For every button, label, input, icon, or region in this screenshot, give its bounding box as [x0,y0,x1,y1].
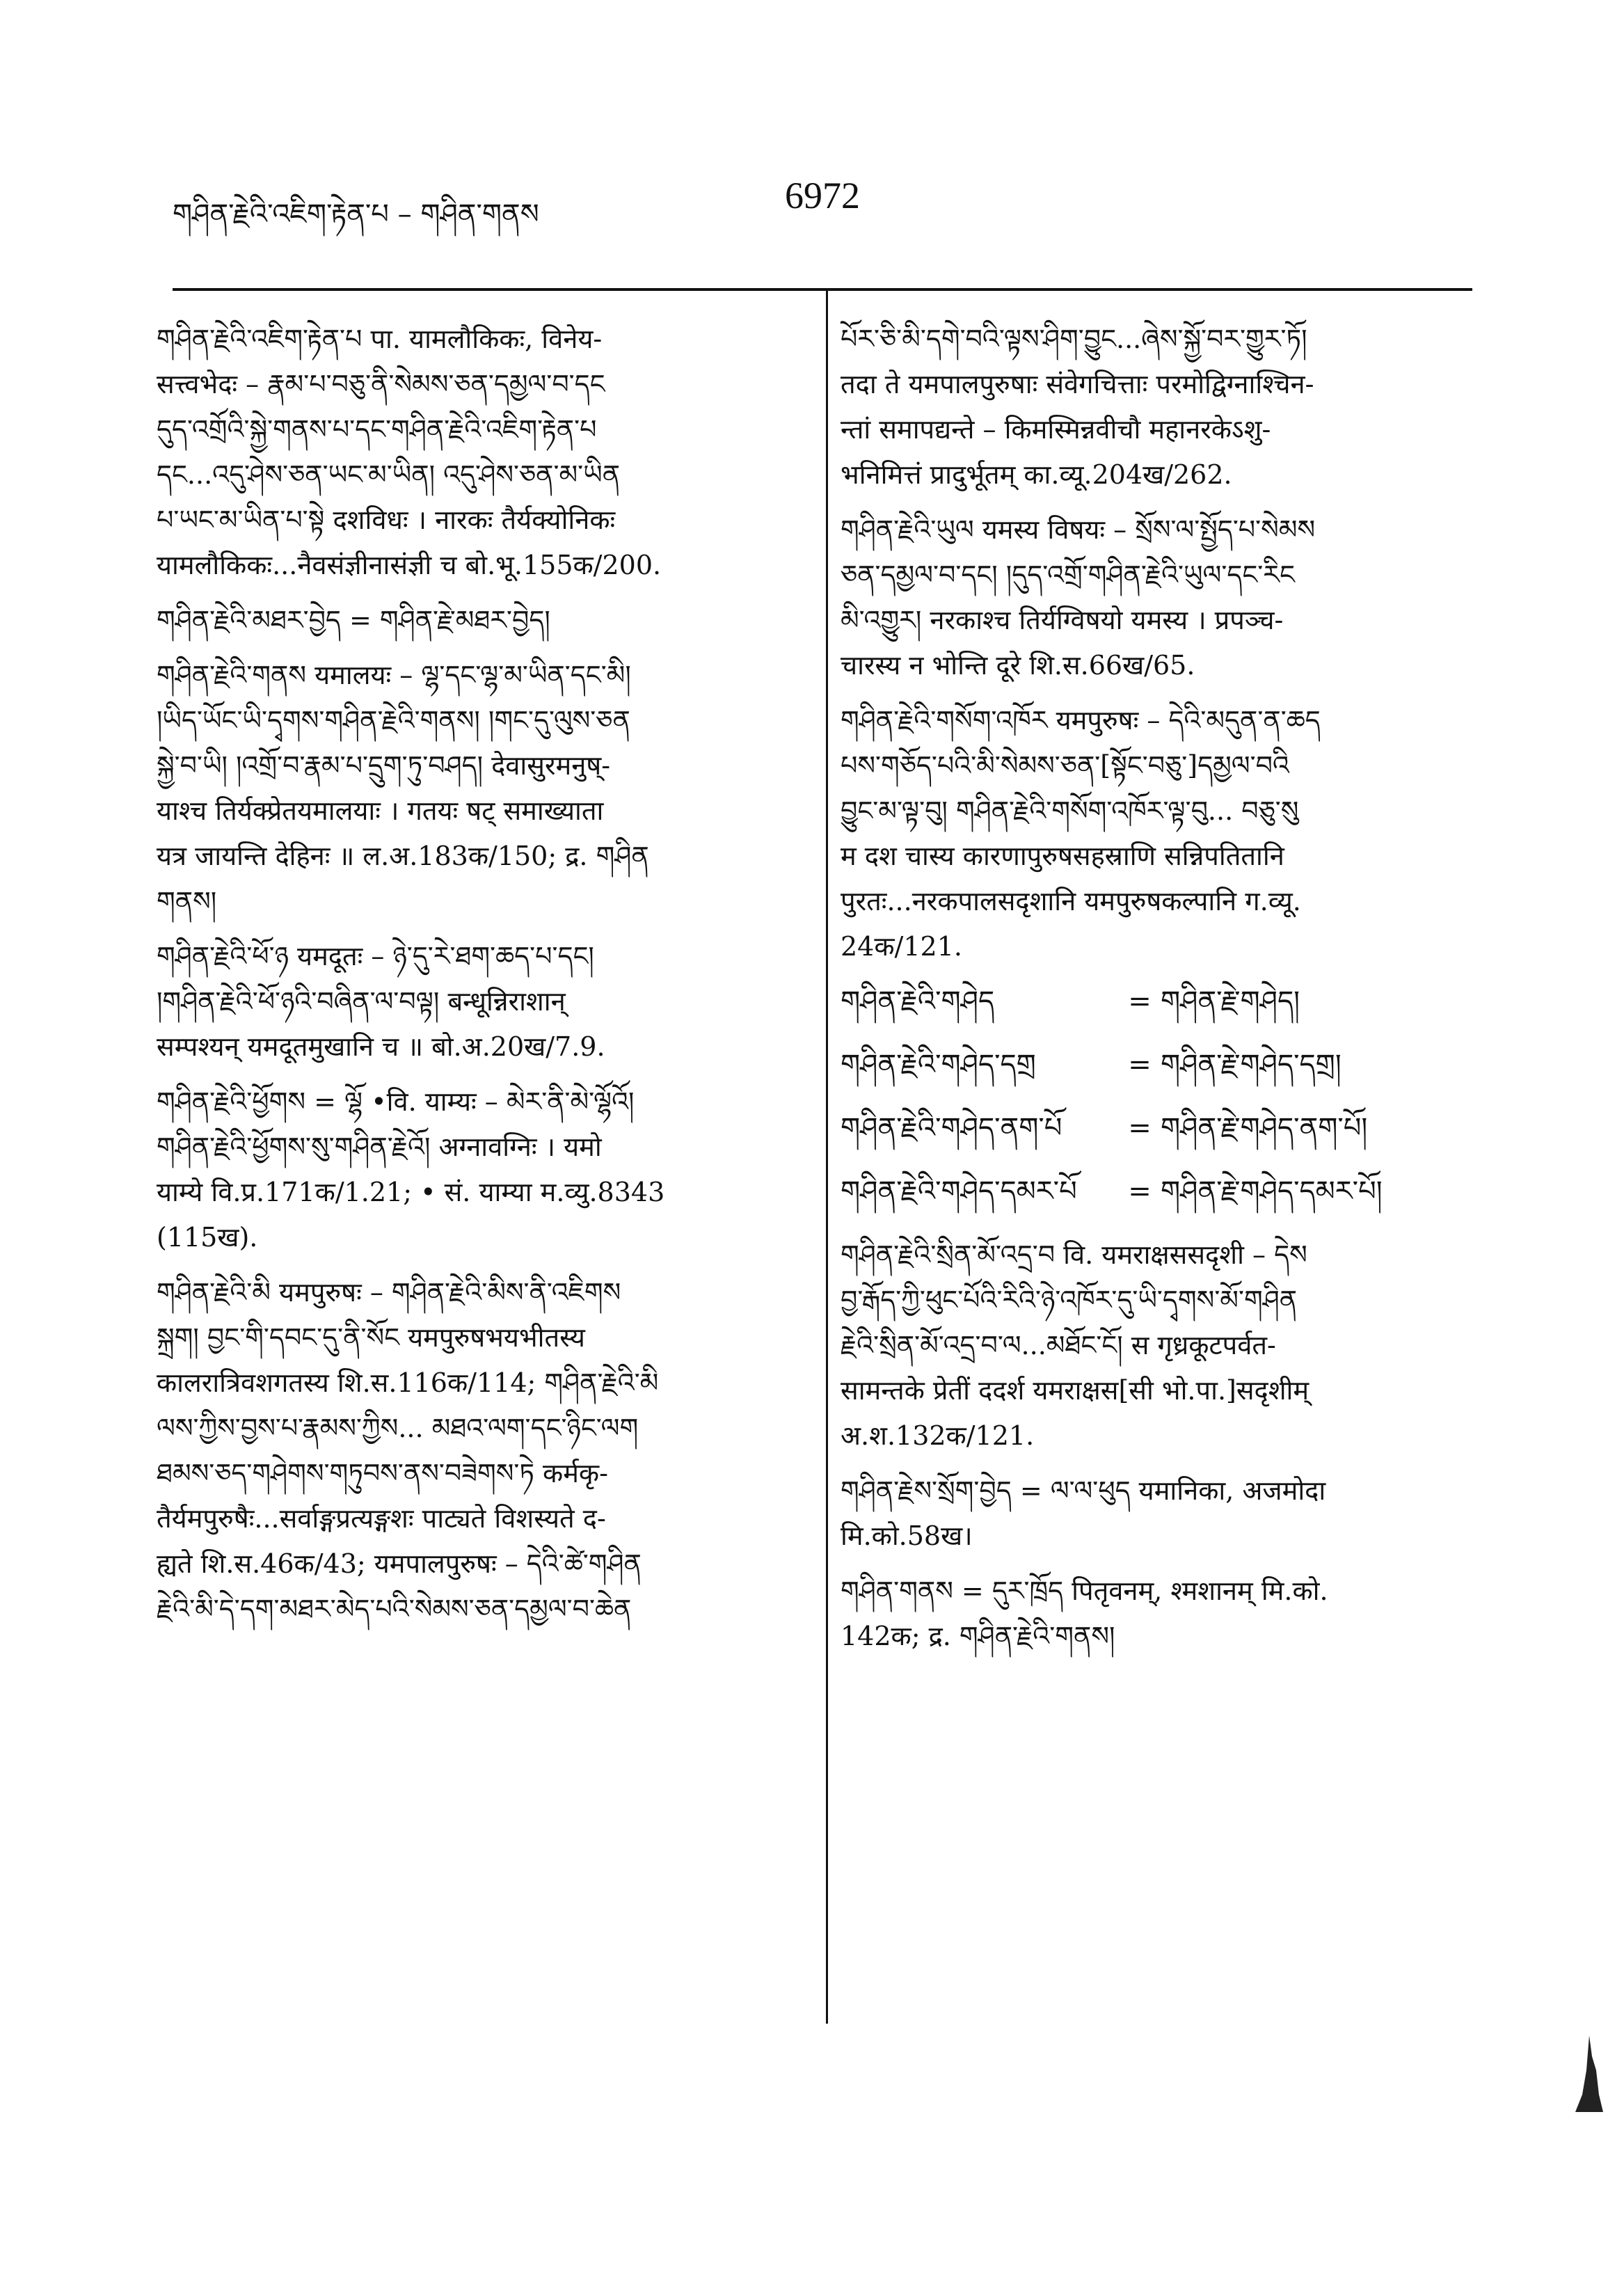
xref-lhs: གཤིན་རྗེའི་གཤེད་དམར་པོ [841,1175,1077,1207]
dictionary-entry [841,698,1470,969]
entry-line: सामन्तके प्रेतीं ददर्श यमराक्षस[सी भो.पा.]सदृशीम् [841,1375,1309,1406]
entry-line: याश्च तिर्यक्प्रेतयमालयाः । गतयः षट् समाख्याता [157,795,604,826]
dictionary-entry [157,1079,811,1260]
xref-lhs: གཤིན་རྗེའི་གཤེད་ནག་པོ [841,1112,1062,1144]
xref-eq: = [1128,1049,1152,1081]
entry-line: सम्पश्यन् यमदूतमुखानि च ॥ बो.अ.20ख/7.9. [157,1031,605,1062]
entry-line: གཤིན་རྗེའི་ཕྱོགས་སུ་གཤིན་རྗེའོ། अग्नावग्निः । यमो [157,1132,602,1162]
xref-lhs: གཤིན་རྗེའི་གཤེད་དགྲ [841,1049,1036,1081]
entry-line: གཤིན་རྗེའི་གནས यमालयः – ལྷ་དང་ལྷ་མ་ཡིན་དང་མི། [157,660,631,690]
entry-line: ཅན་དམྱལ་བ་དང། །དུད་འགྲོ་གཤིན་རྗེའི་ཡུལ་དང་རིང [841,559,1295,590]
entry-line: རྗེའི་མི་དེ་དག་མཐར་མེད་པའི་སེམས་ཅན་དམྱལ་བ་ཆེན [157,1594,632,1624]
entry-line: भनिमित्तं प्रादुर्भूतम् का.व्यू.204ख/262. [841,459,1232,490]
entry-line: མི་འགྱུར། नरकाश्च तिर्यग्विषयो यमस्य । प्रपञ्च- [841,605,1284,635]
entry-line: སྐྲག། བྱང་གི་དབང་དུ་ནི་སོང यमपुरुषभयभीतस्य [157,1322,585,1353]
entry-line: याम्ये वि.प्र.171क/1.21; • सं. याम्या म.व्यु.8343 [157,1177,665,1207]
dictionary-entry [157,1270,811,1632]
dictionary-entry [157,653,811,924]
dictionary-entry [841,1468,1470,1559]
cross-reference-entry [841,979,1470,1024]
entry-line: ལས་ཀྱིས་བྱས་པ་རྣམས་ཀྱིས... མཐའ་ལག་དང་ཉིང་ལག [157,1413,639,1443]
entry-line: सत्त्वभेदः – རྣམ་པ་བཅུ་ནི་སེམས་ཅན་དམྱལ་བ་དང [157,369,605,399]
entry-line: चारस्य न भोन्ति दूरे शि.स.66ख/65. [841,650,1195,681]
entry-line: སྐྱེ་བ་ཡི། །འགྲོ་བ་རྣམ་པ་དྲུག་ཏུ་བཤད། देवासुरमनुष्- [157,750,611,781]
page-number: 6972 [785,175,860,216]
dictionary-entry [841,317,1470,498]
entry-line: གནས། [157,886,217,916]
entry-line: །ཡིད་ཡོང་ཡི་དྭགས་གཤིན་རྗེའི་གནས། །གང་དུ་ལུས་ཅན [157,705,630,736]
entry-line: གཤིན་རྗེའི་ཕོ་ཉ यमदूतः – ཉེ་དུ་རེ་ཐག་ཆད་པ་དང། [157,941,594,971]
entry-line: तैर्यमपुरुषैः...सर्वाङ्गप्रत्यङ्गशः पाट्यते विशस्यते द- [157,1503,606,1534]
dictionary-entry [157,317,811,588]
entry-line: པས་གཅོད་པའི་མི་སེམས་ཅན་[སྟོང་བཅུ་]དམྱལ་བའི [841,750,1289,781]
xref-rhs: གཤིན་རྗེ་གཤེད་དམར་པོ། [1161,1175,1383,1207]
dictionary-entry [841,1232,1470,1459]
entry-line: གཤིན་རྗེའི་མཐར་བྱེད = གཤིན་རྗེ་མཐར་བྱེད། [157,605,550,635]
entry-line: གཤིན་རྗེའི་ཕྱོགས = ལྷོ •वि. याम्यः – མེར་ནི་མེ་ལྷོའོ། [157,1086,635,1117]
entry-line: པ་ཡང་མ་ཡིན་པ་སྟེ दशविधः । नारकः तैर्यक्योनिकः [157,505,616,535]
entry-line: ह्यते शि.स.46क/43; यमपालपुरुषः – དེའི་ཚེ་གཤིན [157,1548,642,1579]
entry-line: དང...འདུ་ཤེས་ཅན་ཡང་མ་ཡིན། འདུ་ཤེས་ཅན་མ་ཡིན [157,459,621,490]
entry-line: यामलौकिकः...नैवसंज्ञीनासंज्ञी च बो.भू.155क/200. [157,550,662,580]
entry-line: པོར་ཅི་མི་དགེ་བའི་ལྟས་ཤིག་བྱུང...ཞེས་སྐྱོ་བར་གྱུར་ཏོ། [841,324,1307,354]
cross-reference-entry [841,1042,1470,1088]
dictionary-entry [841,507,1470,688]
entry-line: རྗེའི་སྲིན་མོ་འདྲ་བ་ལ...མཐོང་ངོ། स गृध्रकूटपर्वत- [841,1330,1276,1360]
xref-eq: = [1128,1175,1152,1207]
cross-reference-entry [841,1169,1470,1214]
entry-line: म दश चास्य कारणापुरुषसहस्राणि सन्निपतितानि [841,841,1284,871]
entry-line: तदा ते यमपालपुरुषाः संवेगचित्ताः परमोद्विग्नाश्चिन- [841,369,1314,399]
entry-line: གཤིན་རྗེའི་སྲིན་མོ་འདྲ་བ वि. यमराक्षससदृशी – དེས [841,1239,1307,1270]
entry-line: བྱ་རྒོད་ཀྱི་ཕུང་པོའི་རིའི་ཉེ་འཁོར་དུ་ཡི་དྭགས་མོ་གཤིན [841,1285,1298,1315]
entry-line: न्तां समापद्यन्ते – किमस्मिन्नवीचौ महानरकेऽशु- [841,414,1271,445]
entry-line: །གཤིན་རྗེའི་ཕོ་ཉའི་བཞིན་ལ་བལྟ། बन्धून्निराशान् [157,986,566,1017]
entry-line: གཤིན་རྗེའི་གསོག་འཁོར यमपुरुषः – དེའི་མདུན་ན་ཆད [841,705,1321,736]
header-rule [173,288,1472,291]
xref-eq: = [1128,1112,1152,1144]
entry-line: कालरात्रिवशगतस्य शि.स.116क/114; གཤིན་རྗེའི་མི [157,1367,659,1398]
entry-line: पुरतः...नरकपालसदृशानि यमपुरुषकल्पानि ग.व्यू. [841,886,1301,916]
dictionary-entry [157,934,811,1070]
entry-line: དུད་འགྲོའི་སྐྱེ་གནས་པ་དང་གཤིན་རྗེའི་འཇིག་རྟེན་པ [157,414,597,445]
entry-line: བྱུང་མ་ལྟ་བུ། གཤིན་རྗེའི་གསོག་འཁོར་ལྟ་བུ... བཅུ་སུ [841,795,1299,826]
entry-line: གཤིན་རྗེའི་ཡུལ यमस्य विषयः – སྲོས་ལ་སྤྱོད་པ་སེམས [841,514,1316,545]
entry-line: ཐམས་ཅད་གཤེགས་གཏུབས་ནས་བཟེགས་ཏེ कर्मकृ- [157,1458,608,1489]
left-column [157,317,811,1642]
running-header [173,175,1439,238]
entry-line: གཤིན་རྗེས་སྲོག་བྱེད = ལ་ལ་ཕུད यमानिका, अजमोदा [841,1475,1326,1506]
dictionary-entry [841,1569,1470,1659]
xref-eq: = [1128,985,1152,1017]
right-column [841,317,1470,1669]
entry-line: यत्र जायन्ति देहिनः ॥ ल.अ.183क/150; द्र. གཤིན [157,841,649,871]
xref-rhs: གཤིན་རྗེ་གཤེད་ནག་པོ། [1161,1112,1368,1144]
xref-rhs: གཤིན་རྗེ་གཤེད། [1161,985,1300,1017]
column-divider [826,291,828,2024]
entry-line: གཤིན་གནས = དུར་ཁྲོད पितृवनम्, श्मशानम् मि.को. [841,1575,1328,1606]
scan-artifact [1575,2029,1603,2112]
xref-rhs: གཤིན་རྗེ་གཤེད་དགྲ། [1161,1049,1342,1081]
entry-line: मि.को.58ख। [841,1521,973,1551]
entry-line: 142क; द्र. གཤིན་རྗེའི་གནས། [841,1621,1115,1651]
entry-line: अ.श.132क/121. [841,1420,1035,1451]
entry-line: 24क/121. [841,931,962,962]
header-guide-words: གཤིན་རྗེའི་འཇིག་རྟེན་པ – གཤིན་གནས [173,198,539,230]
entry-line: གཤིན་རྗེའི་མི यमपुरुषः – གཤིན་རྗེའི་མིས་ནི་འཇིགས [157,1277,621,1308]
entry-line: གཤིན་རྗེའི་འཇིག་རྟེན་པ पा. यामलौकिकः, विनेय- [157,324,603,354]
xref-lhs: གཤིན་རྗེའི་གཤེད [841,985,995,1017]
cross-reference-entry [841,1106,1470,1151]
entry-line: (115ख). [157,1222,258,1253]
dictionary-entry [157,598,811,643]
